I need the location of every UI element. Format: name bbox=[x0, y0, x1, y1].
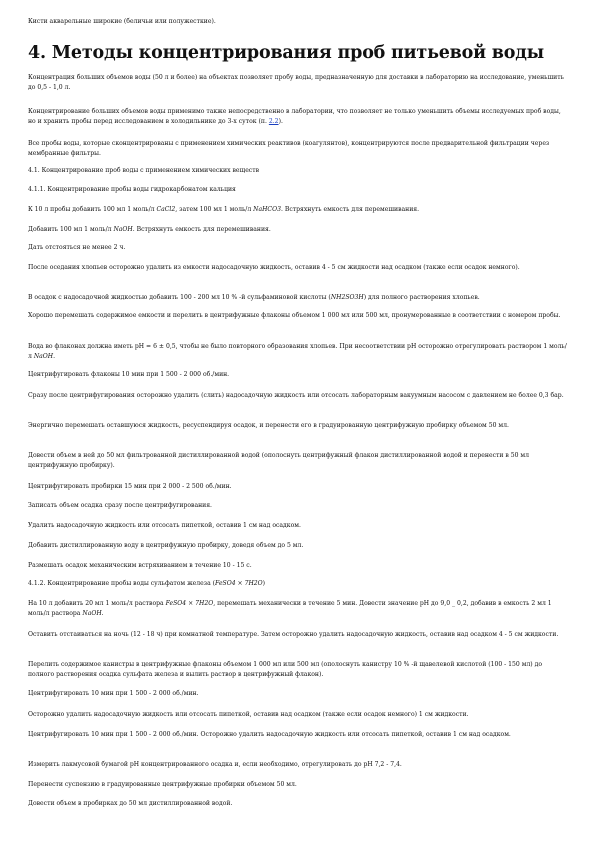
paragraph-2-text: Концентрирование больших объемов воды применимо также непосредственно в лаборатории, что позволяет не только уменьшить объемы исследуемых проб воды, но и хранить пробы перед исследованием в холодильнике до 3-х суток (п. bbox=[28, 108, 561, 125]
paragraph-7 bbox=[28, 225, 568, 235]
section-heading: 4. Методы концентрирования проб питьевой воды bbox=[28, 43, 545, 63]
paragraph-18: Записать объем осадка сразу после центрифугирования. bbox=[28, 502, 212, 509]
paragraph-26: Центрифугировать 10 мин при 1 500 - 2 000 об./мин. bbox=[28, 690, 199, 697]
paragraph-31: Довести объем в пробирках до 50 мл дистиллированной водой. bbox=[28, 800, 233, 807]
text: , затем 100 мл 1 моль/л bbox=[175, 206, 254, 213]
text: ) для полного растворения хлопьев. bbox=[363, 294, 480, 301]
text: . bbox=[101, 610, 104, 617]
paragraph-28: Центрифугировать 10 мин при 1 500 - 2 000 об./мин. Осторожно удалить надосадочную жидкость или отсосать пипеткой, оставив 1 см над осадком. bbox=[28, 731, 511, 738]
paragraph-27: Осторожно удалить надосадочную жидкость или отсосать пипеткой, оставив над осадком (также если осадок немного) 1 см жидкости. bbox=[28, 711, 469, 718]
paragraph-30: Перенести суспензию в градуированные центрифужные пробирки объемом 50 мл. bbox=[28, 781, 297, 788]
paragraph-25: Перелить содержимое канистры в центрифужные флаконы объемом 1 000 мл или 500 мл (ополоснуть канистру 10 % -й щавелевой кислотой (100 - 150 мл) до полного растворения осадка сульфата железа и вылить раствор в центрифужный флакон). bbox=[28, 661, 543, 678]
paragraph-2 bbox=[28, 107, 568, 127]
text: , перемешать механически в течение 5 мин. Довести значение pH до 9,0 _ 0,2, добавив в емкость 2 мл 1 моль/л раствора bbox=[28, 600, 552, 617]
text: . Встряхнуть емкость для перемешивания. bbox=[132, 226, 271, 233]
text: В осадок с надосадочной жидкостью добавить 100 - 200 мл 10 % -й сульфаминовой кислоты ( bbox=[28, 294, 331, 301]
paragraph-13: Центрифугировать флаконы 10 мин при 1 500 - 2 000 об./мин. bbox=[28, 371, 230, 378]
formula-sulfamic-acid: NH2SO3H bbox=[330, 294, 364, 301]
formula-nahco3: NaHCO3 bbox=[253, 206, 281, 213]
subsection-4-1-1: 4.1.1. Концентрирование пробы воды гидрокарбонатом кальция bbox=[28, 186, 236, 193]
text: . Встряхнуть емкость для перемешивания. bbox=[280, 206, 420, 213]
paragraph-21: Размешать осадок механическим встряхиванием в течение 10 - 15 с. bbox=[28, 562, 252, 569]
paragraph-29: Измерить лакмусовой бумагой pH концентрированного осадка и, если необходимо, отрегулировать до pH 7,2 - 7,4. bbox=[28, 761, 402, 768]
formula-iron-sulfate: FeSO4 × 7H2O bbox=[215, 580, 263, 587]
paragraph-1: Концентрация больших объемов воды (50 л и более) на объектах позволяет пробу воды, предназначенную для доставки в лабораторию на исследование, уменьшить до 0,5 - 1,0 л. bbox=[28, 74, 564, 91]
text: Вода во флаконах должна иметь pH = 6 ± 0,5, чтобы не было повторного образования хлопьев. При несоответствии pH осторожно отрегулировать раствором 1 моль/л bbox=[28, 343, 567, 360]
formula-naoh: NaOH bbox=[82, 610, 102, 617]
paragraph-9: После оседания хлопьев осторожно удалить из емкости надосадочную жидкость, оставив 4 - 5 см жидкости над осадком (также если осадок немного). bbox=[28, 264, 520, 271]
paragraph-11: Хорошо перемешать содержимое емкости и перелить в центрифужные флаконы объемом 1 000 мл или 500 мл, пронумерованные в соответствии с номером пробы. bbox=[28, 312, 561, 319]
paragraph-23 bbox=[28, 599, 568, 619]
text: Добавить 100 мл 1 моль/л bbox=[28, 226, 114, 233]
formula-naoh: NaOH bbox=[113, 226, 133, 233]
formula-iron-sulfate: FeSO4 × 7H2O bbox=[165, 600, 214, 607]
text: 4.1.2. Концентрирование пробы воды сульфатом железа ( bbox=[28, 580, 216, 587]
paragraph-3: Все пробы воды, которые сконцентрированы с применением химических реактивов (коагулянтов), концентрируются после предварительной фильтрации через мембранные фильтры. bbox=[28, 140, 550, 157]
text: К 10 л пробы добавить 100 мл 1 моль/л bbox=[28, 206, 157, 213]
formula-cacl2: CaCl2 bbox=[156, 206, 176, 213]
paragraph-16: Довести объем в ней до 50 мл фильтрованной дистиллированной водой (ополоснуть центрифужный флакон дистиллированной водой и перенести в 50 мл центрифужную пробирку). bbox=[28, 452, 530, 469]
formula-naoh: NaOH bbox=[33, 353, 54, 360]
top-line: Кисти акварельные широкие (беличьи или полужесткие). bbox=[28, 18, 216, 25]
paragraph-24: Оставить отстаиваться на ночь (12 - 18 ч) при комнатной температуре. Затем осторожно удалить надосадочную жидкость, оставив над осадком 4 - 5 см жидкости. bbox=[28, 631, 559, 638]
paragraph-20: Добавить дистиллированную воду в центрифужную пробирку, доведя объем до 5 мл. bbox=[28, 542, 304, 549]
subsection-4-1-2 bbox=[28, 579, 568, 589]
paragraph-8: Дать отстояться не менее 2 ч. bbox=[28, 244, 126, 251]
text: . bbox=[53, 353, 56, 360]
paragraph-15: Энергично перемешать оставшуюся жидкость, ресуспендируя осадок, и перенести его в градуированную центрифужную пробирку объемом 50 мл. bbox=[28, 422, 509, 429]
paragraph-19: Удалить надосадочную жидкость или отсосать пипеткой, оставив 1 см над осадком. bbox=[28, 522, 301, 529]
paragraph-12 bbox=[28, 342, 568, 362]
paragraph-17: Центрифугировать пробирки 15 мин при 2 000 - 2 500 об./мин. bbox=[28, 483, 232, 490]
reference-link-2-2[interactable]: 2.2 bbox=[268, 118, 279, 125]
paragraph-10 bbox=[28, 293, 568, 303]
paragraph-14: Сразу после центрифугирования осторожно удалить (слить) надосадочную жидкость или отсосать лабораторным вакуумным насосом с давлением не более 0,3 бар. bbox=[28, 392, 564, 399]
text: ) bbox=[262, 580, 266, 587]
paragraph-2-end: ). bbox=[278, 118, 283, 125]
text: На 10 л добавить 20 мл 1 моль/л раствора bbox=[28, 600, 166, 607]
paragraph-6 bbox=[28, 205, 568, 215]
subsection-4-1: 4.1. Концентрирование проб воды с применением химических веществ bbox=[28, 167, 260, 174]
